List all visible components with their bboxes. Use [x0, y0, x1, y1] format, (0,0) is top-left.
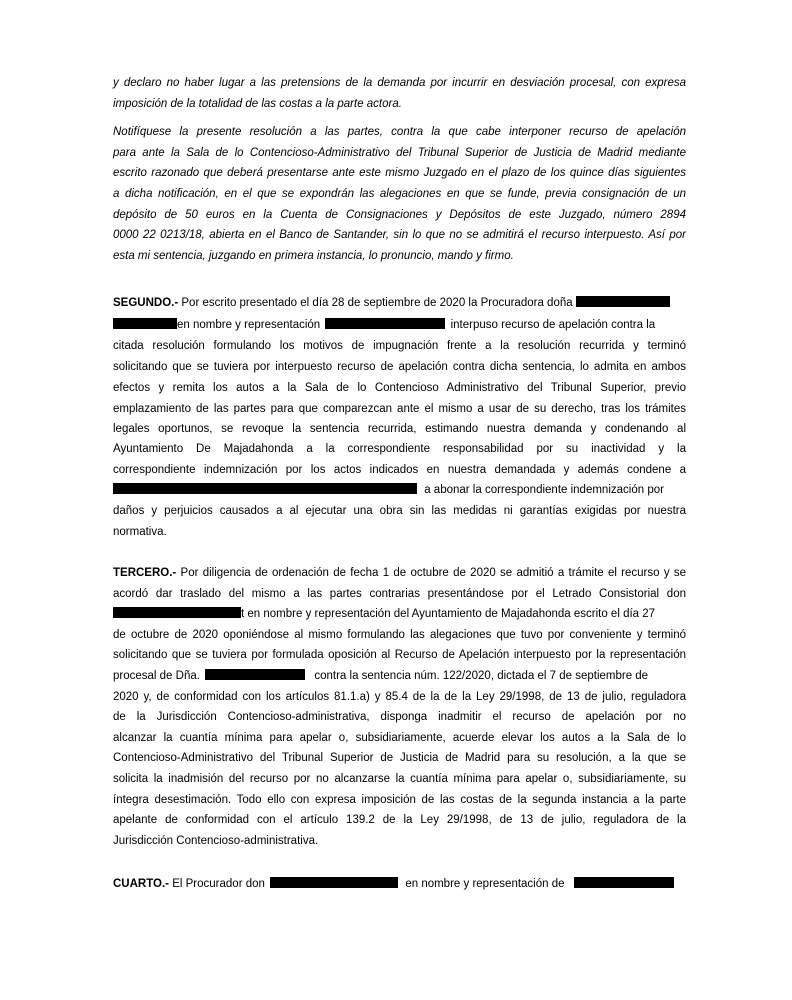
segundo-line [113, 296, 686, 310]
tercero-text: procesal de Dña. [113, 670, 200, 682]
tercero-line: solicitando que se tuviera por formulada oposición al Recurso de Apelación interpuesto por la representación [113, 649, 686, 661]
notification-line: 0000 22 0213/18, abierta en el Banco de Santander, sin lo que no se admitirá el recurso interpuesto. Así por [113, 229, 686, 241]
segundo-line: correspondiente indemnización por los actos indicados en nuestra demandada y además condene a [113, 464, 686, 476]
notification-line: Notifíquese la presente resolución a las partes, contra la que cabe interponer recurso de apelación [113, 126, 686, 138]
notification-line: esta mi sentencia, juzgando en primera instancia, lo pronuncio, mando y firmo. [113, 250, 514, 262]
redaction-bar [205, 669, 305, 680]
segundo-line: solicitando que se tuviera por interpuesto recurso de apelación contra dicha sentencia, lo admita en ambos [113, 361, 686, 373]
tercero-line: solicita la inadmisión del recurso por no alcanzarse la cuantía mínima para apelar o, subsidiariamente, su [113, 773, 686, 785]
redaction-bar [113, 483, 417, 494]
segundo-line: citada resolución formulando los motivos de impugnación frente a la resolución recurrida y terminó [113, 340, 686, 352]
tercero-line: alcanzar la cuantía mínima para apelar o, subsidiariamente, acuerde elevar los autos a la Sala de lo [113, 732, 686, 744]
segundo-line: legales oportunos, se revoque la sentencia recurrida, estimando nuestra demanda y condenando al [113, 423, 686, 435]
notification-line: a dicha notificación, en el que se expondrán las alegaciones en que se funde, previa consignación de un [113, 188, 686, 200]
segundo-line: daños y perjuicios causados a al ejecutar una obra sin las medidas ni garantías exigidas por nuestra [113, 505, 686, 517]
redaction-bar [113, 607, 241, 618]
tercero-line: íntegra desestimación. Todo ello con expresa imposición de las costas de la segunda instancia a la parte [113, 794, 686, 806]
fallo-line: y declaro no haber lugar a las pretensions de la demanda por incurrir en desviación procesal, con expresa [113, 77, 686, 89]
cuarto-label: CUARTO.- [113, 878, 170, 890]
redaction-bar [576, 296, 670, 307]
segundo-line: normativa. [113, 526, 167, 538]
tercero-text: contra la sentencia núm. 122/2020, dictada el 7 de septiembre de [314, 670, 649, 682]
tercero-line [113, 669, 686, 683]
tercero-line: acordó dar traslado del mismo a las partes contrarias presentándose por el Letrado Consistorial don [113, 588, 686, 600]
redaction-bar [574, 877, 674, 888]
segundo-text: a abonar la correspondiente indemnización por [424, 484, 664, 496]
segundo-text: Por escrito presentado el día 28 de septiembre de 2020 la Procuradora doña [181, 297, 573, 309]
tercero-line: 2020 y, de conformidad con los artículos 81.1.a) y 85.4 de la de la Ley 29/1998, de 13 de julio, reguladora [113, 691, 686, 703]
redaction-bar [113, 318, 177, 329]
notification-line: depósito de 50 euros en la Cuenta de Consignaciones y Depósitos de este Juzgado, número 2894 [113, 209, 686, 221]
segundo-line: emplazamiento de las partes para que comparezcan ante el mismo a usar de su derecho, tras los trámites [113, 403, 686, 415]
redaction-bar [325, 318, 445, 329]
fallo-line: imposición de la totalidad de las costas a la parte actora. [113, 98, 402, 110]
segundo-line [113, 483, 686, 497]
tercero-line: Contencioso-Administrativo del Tribunal Superior de Justicia de Madrid para su resolución, a la que se [113, 752, 686, 764]
cuarto-text: El Procurador don [172, 878, 265, 890]
tercero-line: de la Jurisdicción Contencioso-administrativa, disponga inadmitir el recurso de apelación por no [113, 711, 686, 723]
segundo-line: Ayuntamiento De Majadahonda a la correspondiente responsabilidad por su inactividad y la [113, 443, 686, 455]
tercero-line: de octubre de 2020 oponiéndose al mismo formulando las alegaciones que tuvo por conveniente y terminó [113, 629, 686, 641]
tercero-line: apelante de conformidad con el artículo 139.2 de la Ley 29/1998, de 13 de julio, reguladora de la [113, 814, 686, 826]
segundo-label: SEGUNDO.- [113, 297, 179, 309]
tercero-line: Jurisdicción Contencioso-administrativa. [113, 835, 319, 847]
cuarto-line [113, 877, 686, 891]
segundo-text: en nombre y representación [177, 319, 321, 331]
tercero-text: Por diligencia de ordenación de fecha 1 de octubre de 2020 se admitió a trámite el recurso y se [180, 567, 686, 579]
segundo-line [113, 318, 686, 332]
segundo-line: efectos y remita los autos a la Sala de lo Contencioso Administrativo del Tribunal Superior, previo [113, 382, 686, 394]
notification-line: para ante la Sala de lo Contencioso-Administrativo del Tribunal Superior de Justicia de Madrid mediante [113, 147, 686, 159]
tercero-label: TERCERO.- [113, 567, 177, 579]
segundo-text: interpuso recurso de apelación contra la [450, 319, 656, 331]
tercero-text: t en nombre y representación del Ayuntamiento de Majadahonda escrito el día 27 [241, 608, 656, 620]
notification-line: escrito razonado que deberá presentarse ante este mismo Juzgado en el plazo de los quince días siguientes [113, 167, 686, 179]
tercero-line [113, 607, 686, 621]
tercero-line [113, 566, 686, 580]
redaction-bar [270, 877, 398, 888]
cuarto-text: en nombre y representación de [405, 878, 565, 890]
